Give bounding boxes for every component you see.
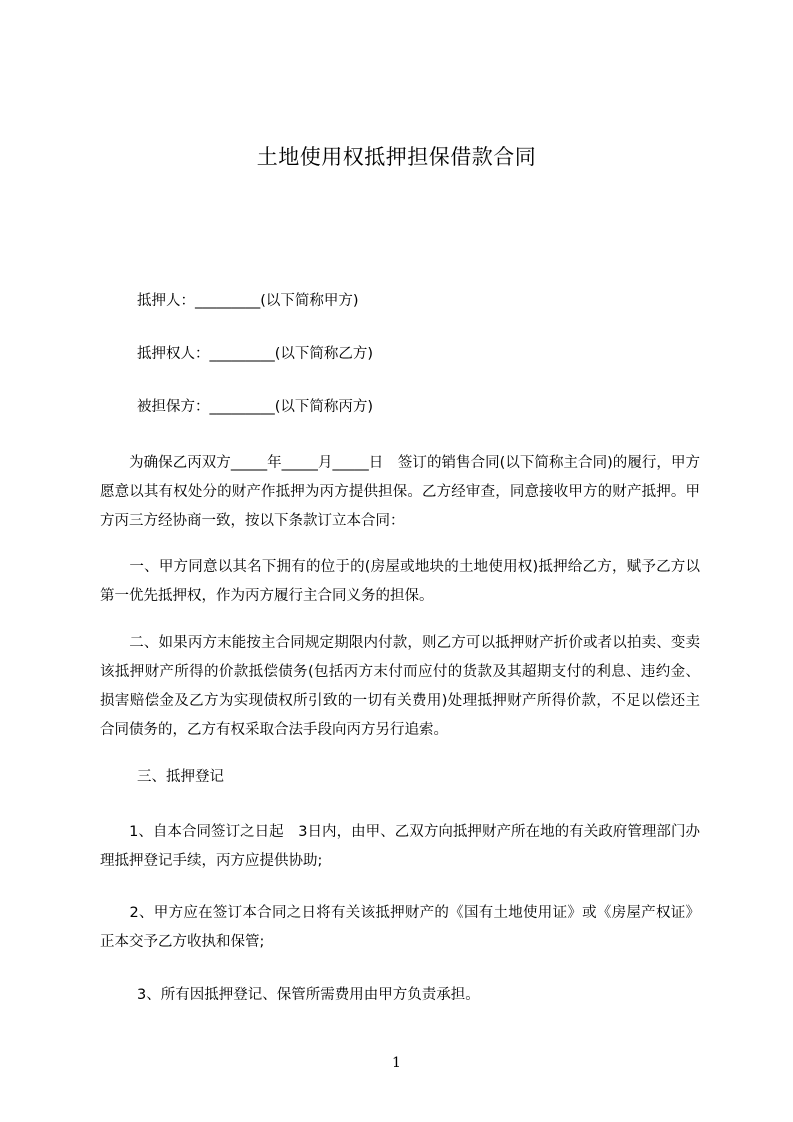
document-title: 土地使用权抵押担保借款合同	[256, 145, 537, 169]
clause-3-item-3: 3、所有因抵押登记、保管所需费用由甲方负责承担。	[137, 987, 480, 1003]
clause-1-paragraph: 一、甲方同意以其名下拥有的位于的(房屋或地块的土地使用权)抵押给乙方，赋予乙方以第一优先抵押权，作为丙方履行主合同义务的担保。	[100, 559, 700, 604]
preamble-paragraph: 为确保乙丙双方_____年_____月_____日 签订的销售合同(以下简称主合同)的履行，甲方愿意以其有权处分的财产作抵押为丙方提供担保。乙方经审查，同意接收甲方的财产抵押。甲方丙三方经协商一致，按以下条款订立本合同：	[100, 455, 700, 529]
party-mortgagor: 抵押人：_________(以下简称甲方)	[137, 293, 359, 309]
page-number: 1	[392, 1055, 401, 1071]
clause-3-item-1: 1、自本合同签订之日起 3日内，由甲、乙双方向抵押财产所在地的有关政府管理部门办理抵押登记手续，丙方应提供协助;	[100, 824, 700, 869]
clause-2-paragraph: 二、如果丙方末能按主合同规定期限内付款，则乙方可以抵押财产折价或者以拍卖、变卖该抵押财产所得的价款抵偿债务(包括丙方末付而应付的货款及其超期支付的利息、违约金、损害赔偿金及乙方为实现债权所引致的一切有关费用)处理抵押财产所得价款，不足以偿还主合同债务的，乙方有权采取合法手段向丙方另行追索。	[100, 635, 700, 738]
clause-3-item-2: 2、甲方应在签订本合同之日将有关该抵押财产的《国有土地使用证》或《房屋产权证》正本交予乙方收执和保管;	[100, 905, 700, 950]
clause-3-heading: 三、抵押登记	[137, 769, 224, 785]
party-mortgagee: 抵押权人：_________(以下简称乙方)	[137, 346, 374, 362]
party-guaranteed: 被担保方：_________(以下简称丙方)	[137, 399, 374, 415]
